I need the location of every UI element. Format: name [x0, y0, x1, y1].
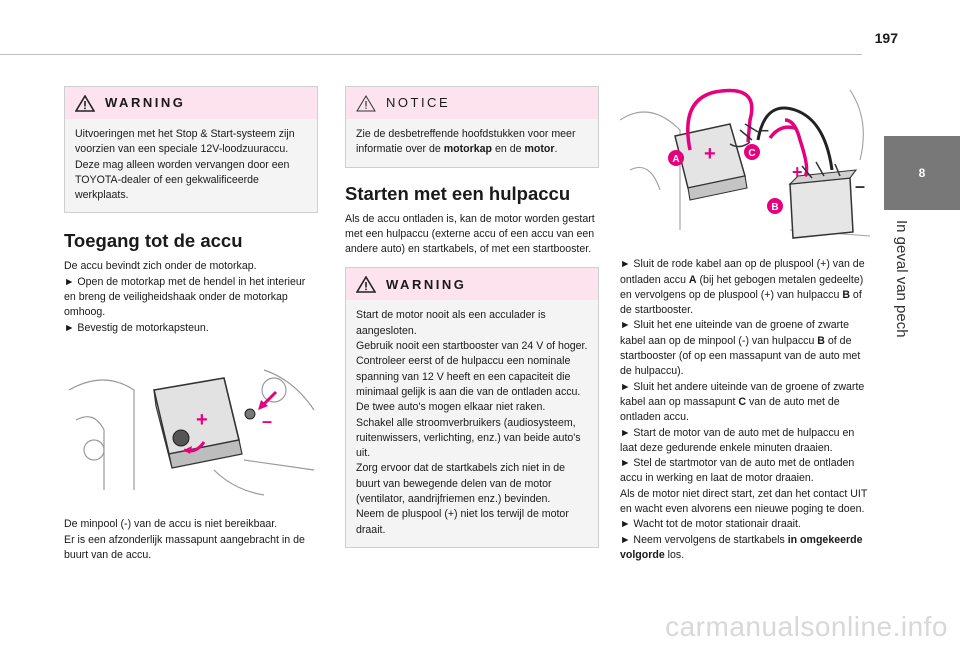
caption-minus-pole: De minpool (-) van de accu is niet bereikbaar. — [64, 518, 278, 531]
battery-illustration — [64, 350, 318, 500]
warning-header-2 — [346, 268, 598, 300]
step-idle: ► Wacht tot de motor stationair draait. — [620, 518, 801, 531]
chapter-title-text: In geval van pech — [893, 220, 910, 338]
warning-box-1 — [64, 86, 318, 213]
label-a: A — [672, 154, 680, 165]
notice-icon — [356, 95, 376, 112]
svg-text:–: – — [855, 176, 866, 196]
jumpstart-illustration — [620, 80, 874, 242]
warning-title-2: WARNING — [386, 276, 467, 292]
warning-icon — [75, 95, 95, 112]
warning-line: Gebruik nooit een startbooster van 24 V of hoger. — [356, 340, 588, 353]
chapter-title — [880, 220, 920, 460]
label-c: C — [748, 148, 756, 159]
watermark: carmanualsonline.info — [665, 611, 948, 642]
svg-text:+: + — [704, 143, 716, 165]
intro-accu: De accu bevindt zich onder de motorkap. — [64, 260, 257, 273]
notice-header — [346, 87, 598, 119]
svg-text:+: + — [792, 162, 803, 182]
warning-icon — [356, 276, 376, 293]
step-red-cable: ► Sluit de rode kabel aan op de pluspool (+) van de ontladen accu A (bij het gebogen metalen gedeelte) en vervolgens op de pluspool (+) van hulpaccu B of de startbooster. — [620, 258, 865, 317]
warning-line: Start de motor nooit als een acculader is aangesloten. — [356, 309, 546, 337]
step-ground-point: ► Sluit het andere uiteinde van de groene of zwarte kabel aan op massapunt C van de auto met de ontladen accu. — [620, 380, 865, 424]
svg-text:–: – — [760, 122, 769, 139]
warning-text-1: Uitvoeringen met het Stop & Start-systeem zijn voorzien van een speciale 12V-loodzuuraccu. Deze mag alleen worden vervangen door een TOYOTA-dealer of een gekwalificeerde werkplaats. — [75, 128, 295, 202]
page-number: 197 — [874, 30, 898, 46]
warning-box-2 — [345, 267, 599, 547]
warning-line: De twee auto's mogen elkaar niet raken. — [356, 401, 546, 414]
notice-text: Zie de desbetreffende hoofdstukken voor meer informatie over de motorkap en de motor. — [356, 128, 576, 156]
step-disconnect: ► Neem vervolgens de startkabels in omgekeerde volgorde los. — [620, 533, 863, 561]
column-1 — [64, 86, 318, 563]
chapter-tab[interactable]: 8 — [884, 136, 960, 210]
step-start-engine: ► Stel de startmotor van de auto met de ontladen accu in werking en laat de motor draaien. — [620, 457, 855, 485]
step-green-cable: ► Sluit het ene uiteinde van de groene of zwarte kabel aan op de minpool (-) van hulpaccu B of de startbooster (of op een massapunt van de auto met de hulpaccu). — [620, 319, 861, 378]
warning-header-1 — [65, 87, 317, 119]
warning-line: Neem de pluspool (+) niet los terwijl de motor draait. — [356, 508, 569, 536]
caption-ground-point: Er is een afzonderlijk massapunt aangebracht in de buurt van de accu. — [64, 533, 305, 561]
warning-line: Zorg ervoor dat de startkabels zich niet in de buurt van bewegende delen van de motor (ventilator, aandrijfriemen enz.) bevinden. — [356, 462, 566, 506]
column-3 — [620, 80, 874, 563]
label-b: B — [771, 202, 779, 213]
warning-line: Schakel alle stroomverbruikers (audiosysteem, ruitenwissers, verlichting, enz.) van beide auto's uit. — [356, 416, 581, 460]
svg-text:–: – — [262, 410, 273, 431]
header-rule — [0, 54, 862, 55]
notice-title: NOTICE — [386, 95, 451, 111]
step-retry-note: Als de motor niet direct start, zet dan het contact UIT en wacht even alvorens een nieuwe poging te doen. — [620, 487, 868, 516]
heading-jumpstart: Starten met een hulpaccu — [345, 182, 571, 204]
column-2 — [345, 86, 599, 548]
warning-line: Controleer eerst of de hulpaccu een nominale spanning van 12 V heeft en een capaciteit die minimaal gelijk is aan die van de ontladen accu. — [356, 355, 581, 398]
intro-jumpstart: Als de accu ontladen is, kan de motor worden gestart met een hulpaccu (externe accu of een accu van een andere auto) en startkabels, of met een startbooster. — [345, 212, 595, 256]
svg-text:+: + — [196, 408, 208, 431]
heading-accu: Toegang tot de accu — [64, 230, 243, 252]
notice-box — [345, 86, 599, 168]
step-open-hood: ► Open de motorkap met de hendel in het interieur en breng de veiligheidshaak onder de motorkap omhoog. — [64, 275, 306, 319]
step-start-helper: ► Start de motor van de auto met de hulpaccu en laat deze gedurende enkele minuten draaien. — [620, 426, 855, 454]
step-hood-support: ► Bevestig de motorkapsteun. — [64, 321, 209, 334]
warning-title-1: WARNING — [105, 95, 186, 111]
